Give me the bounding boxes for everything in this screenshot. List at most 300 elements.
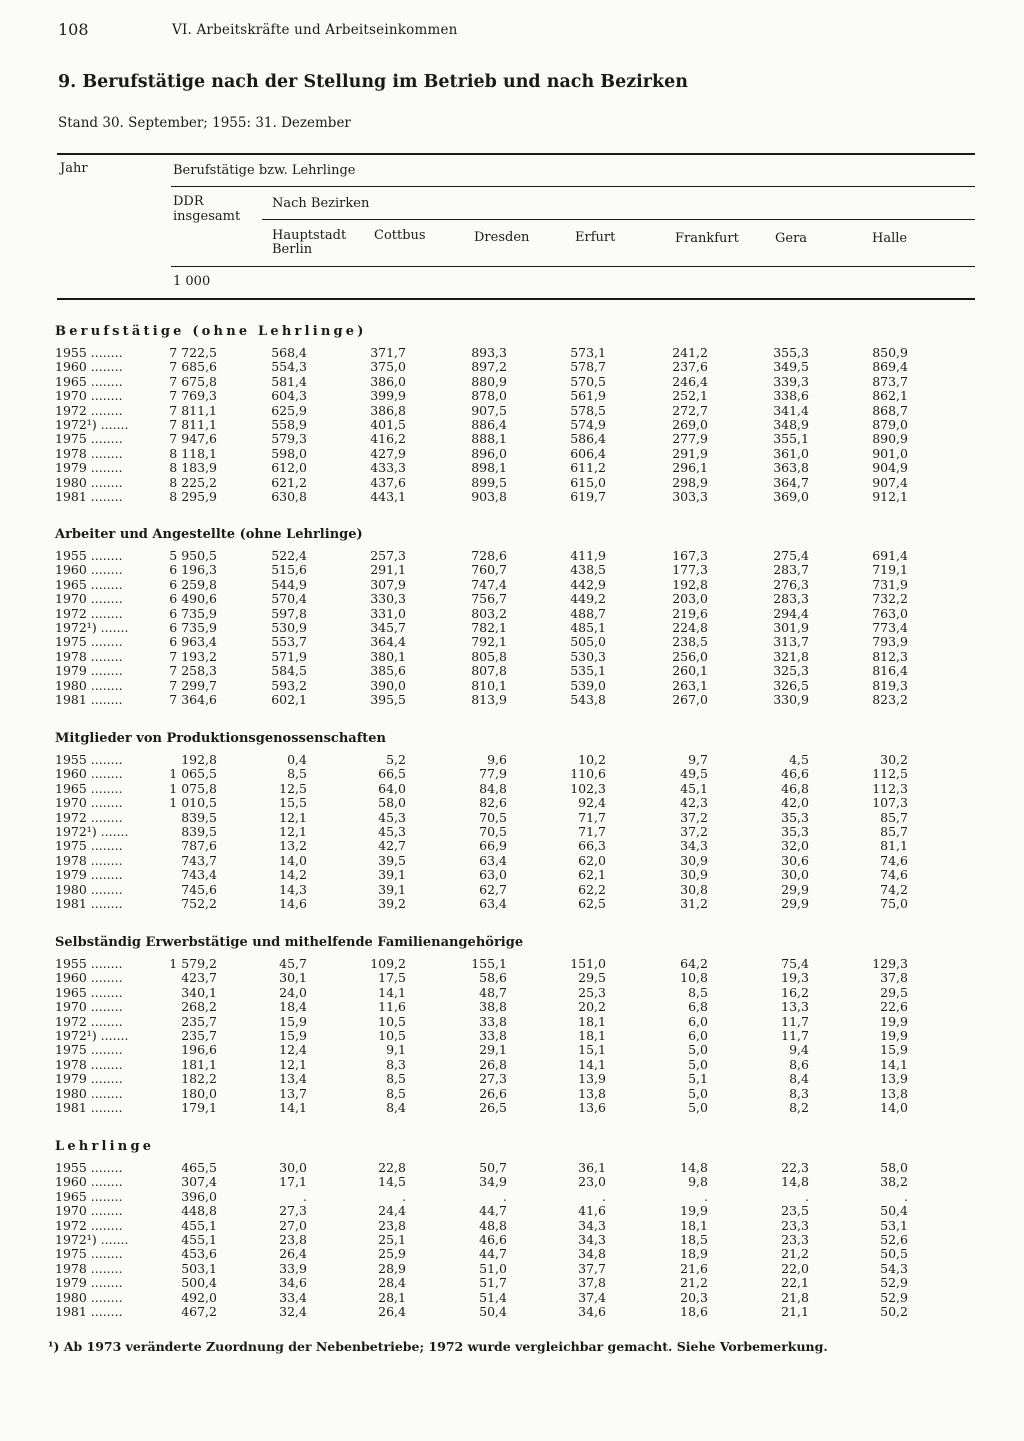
- table-cell: 192,8: [672, 576, 708, 592]
- table-cell: 260,1: [672, 663, 708, 679]
- row-year: 1972 ........: [55, 1218, 123, 1233]
- table-cell: 743,7: [181, 852, 217, 868]
- row-year: 1955 ........: [55, 753, 123, 767]
- table-cell: 26,4: [378, 1304, 406, 1319]
- table-cell: 401,5: [370, 417, 406, 432]
- table-cell: 50,7: [479, 1160, 507, 1175]
- header-ddr-insgesamt: insgesamt: [173, 209, 241, 224]
- header-jahr: Jahr: [60, 161, 88, 176]
- table-cell: 8,4: [386, 1100, 406, 1115]
- table-cell: 13,9: [578, 1071, 606, 1087]
- table-cell: 44,7: [479, 1203, 507, 1219]
- table-cell: 39,1: [378, 881, 406, 897]
- table-cell: 42,0: [781, 795, 809, 811]
- table-cell: 219,6: [672, 605, 708, 621]
- table-cell: 5,0: [688, 1085, 708, 1101]
- table-cell: 34,6: [578, 1304, 606, 1319]
- table-cell: 81,1: [880, 838, 908, 854]
- table-cell: 568,4: [271, 345, 307, 360]
- table-cell: 42,7: [378, 838, 406, 854]
- table-cell: 238,5: [672, 634, 708, 650]
- table-cell: 37,7: [578, 1260, 606, 1276]
- table-cell: 14,8: [680, 1160, 708, 1175]
- table-cell: 63,4: [479, 896, 507, 911]
- table-cell: 29,5: [578, 970, 606, 986]
- row-year: 1979 ........: [55, 461, 123, 476]
- table-cell: 6 963,4: [169, 634, 217, 650]
- table-cell: 361,0: [773, 445, 809, 461]
- col-header-berlin-2: Berlin: [272, 242, 313, 257]
- table-cell: 578,5: [570, 402, 606, 418]
- table-cell: 179,1: [181, 1100, 217, 1115]
- table-row: [0, 1029, 1024, 1043]
- table-cell: 8,4: [789, 1071, 809, 1087]
- row-year: 1979 ........: [55, 664, 123, 679]
- table-cell: 574,9: [570, 417, 606, 432]
- table-cell: 6 259,8: [169, 576, 217, 592]
- table-cell: 34,3: [578, 1217, 606, 1233]
- table-cell: 70,5: [479, 809, 507, 825]
- table-title: 9. Berufstätige nach der Stellung im Betrieb und nach Bezirken: [58, 72, 688, 92]
- table-cell: 1 579,2: [169, 956, 217, 971]
- table-cell: 224,8: [672, 620, 708, 635]
- table-cell: 53,1: [880, 1217, 908, 1233]
- table-cell: 6 735,9: [169, 605, 217, 621]
- row-year: 1955 ........: [55, 549, 123, 563]
- row-year: 1975 ........: [55, 635, 123, 650]
- table-cell: 488,7: [570, 605, 606, 621]
- table-cell: 18,1: [578, 1028, 606, 1043]
- table-cell: 49,5: [680, 766, 708, 782]
- table-cell: 7 811,1: [169, 417, 217, 432]
- table-cell: 107,3: [872, 795, 908, 811]
- table-cell: 522,4: [271, 548, 307, 563]
- table-cell: 813,9: [471, 692, 507, 707]
- row-year: 1960 ........: [55, 563, 123, 578]
- table-cell: 8,5: [386, 1085, 406, 1101]
- table-cell: 19,9: [880, 1013, 908, 1029]
- table-cell: 465,5: [181, 1160, 217, 1175]
- table-cell: 467,2: [181, 1304, 217, 1319]
- table-cell: 24,4: [378, 1203, 406, 1219]
- table-cell: 321,8: [773, 648, 809, 664]
- table-cell: 907,4: [872, 474, 908, 490]
- table-cell: 71,7: [578, 809, 606, 825]
- table-cell: 13,8: [578, 1085, 606, 1101]
- table-cell: 48,7: [479, 984, 507, 1000]
- table-cell: 112,5: [872, 766, 908, 782]
- table-row: [0, 1175, 1024, 1189]
- table-row: [0, 897, 1024, 911]
- table-cell: 437,6: [370, 474, 406, 490]
- table-cell: 6 490,6: [169, 591, 217, 607]
- table-cell: 364,4: [370, 634, 406, 650]
- table-cell: 803,2: [471, 605, 507, 621]
- table-cell: 433,3: [370, 460, 406, 476]
- row-year: 1972¹) .......: [55, 418, 129, 432]
- row-year: 1965 ........: [55, 985, 123, 1000]
- table-cell: 241,2: [672, 345, 708, 360]
- table-cell: 296,1: [672, 460, 708, 476]
- table-cell: 7 947,6: [169, 431, 217, 447]
- table-cell: 30,2: [880, 752, 908, 767]
- row-year: 1980 ........: [55, 882, 123, 897]
- table-cell: 554,3: [271, 359, 307, 375]
- table-cell: 23,0: [578, 1174, 606, 1190]
- table-cell: 15,9: [279, 1013, 307, 1029]
- table-cell: 606,4: [570, 445, 606, 461]
- table-cell: 8,3: [789, 1085, 809, 1101]
- table-row: [0, 957, 1024, 971]
- table-cell: 29,5: [880, 984, 908, 1000]
- table-cell: 50,5: [880, 1246, 908, 1262]
- table-cell: 558,9: [271, 417, 307, 432]
- table-cell: 18,9: [680, 1246, 708, 1262]
- row-year: 1975 ........: [55, 432, 123, 447]
- table-cell: 45,1: [680, 780, 708, 796]
- table-cell: 252,1: [672, 388, 708, 404]
- row-year: 1980 ........: [55, 475, 123, 490]
- table-cell: 58,0: [378, 795, 406, 811]
- table-cell: 8,5: [386, 1071, 406, 1087]
- table-cell: 13,6: [578, 1100, 606, 1115]
- table-cell: 291,9: [672, 445, 708, 461]
- table-cell: 341,4: [773, 402, 809, 418]
- table-cell: 307,4: [181, 1174, 217, 1190]
- table-cell: 612,0: [271, 460, 307, 476]
- table-cell: 177,3: [672, 562, 708, 578]
- table-cell: 62,5: [578, 896, 606, 911]
- table-row: [0, 549, 1024, 563]
- table-cell: 339,3: [773, 373, 809, 389]
- table-cell: 24,0: [279, 984, 307, 1000]
- col-header-erfurt: Erfurt: [575, 230, 616, 245]
- table-cell: 30,9: [680, 852, 708, 868]
- table-cell: 28,4: [378, 1275, 406, 1291]
- table-row: [0, 753, 1024, 767]
- row-year: 1981 ........: [55, 1101, 123, 1115]
- table-cell: 283,7: [773, 562, 809, 578]
- table-cell: 62,2: [578, 881, 606, 897]
- header-unit: 1 000: [173, 274, 211, 289]
- table-cell: 14,5: [378, 1174, 406, 1190]
- table-cell: 235,7: [181, 1028, 217, 1043]
- table-cell: 14,3: [279, 881, 307, 897]
- table-cell: 18,1: [680, 1217, 708, 1233]
- table-cell: 8,3: [386, 1056, 406, 1072]
- table-cell: 182,2: [181, 1071, 217, 1087]
- table-cell: 8 295,9: [169, 489, 217, 504]
- table-cell: 839,5: [181, 809, 217, 825]
- table-cell: 348,9: [773, 417, 809, 432]
- table-row: [0, 418, 1024, 432]
- row-year: 1980 ........: [55, 678, 123, 693]
- table-row: [0, 664, 1024, 678]
- table-cell: 8,5: [688, 984, 708, 1000]
- section-title: Mitglieder von Produktionsgenossenschaften: [55, 731, 387, 746]
- table-cell: 21,6: [680, 1260, 708, 1276]
- table-cell: 345,7: [370, 620, 406, 635]
- table-cell: 75,0: [880, 896, 908, 911]
- table-cell: 51,4: [479, 1289, 507, 1305]
- table-cell: 33,8: [479, 1013, 507, 1029]
- table-row: [0, 447, 1024, 461]
- table-cell: 530,9: [271, 620, 307, 635]
- table-cell: 597,8: [271, 605, 307, 621]
- row-year: 1965 ........: [55, 1189, 123, 1204]
- table-cell: 14,1: [279, 1100, 307, 1115]
- table-row: [0, 1000, 1024, 1014]
- section-title: Selbständig Erwerbstätige und mithelfende Familienangehörige: [55, 935, 524, 950]
- table-cell: 25,3: [578, 984, 606, 1000]
- table-cell: 14,8: [781, 1174, 809, 1190]
- table-cell: 485,1: [570, 620, 606, 635]
- table-cell: 20,2: [578, 999, 606, 1015]
- table-cell: 810,1: [471, 677, 507, 693]
- table-cell: 13,8: [880, 1085, 908, 1101]
- table-cell: 363,8: [773, 460, 809, 476]
- table-cell: 364,7: [773, 474, 809, 490]
- table-cell: 782,1: [471, 620, 507, 635]
- table-cell: 16,2: [781, 984, 809, 1000]
- table-cell: 307,9: [370, 576, 406, 592]
- table-cell: 543,8: [570, 692, 606, 707]
- table-cell: 75,4: [781, 956, 809, 971]
- table-row: [0, 854, 1024, 868]
- table-cell: 18,4: [279, 999, 307, 1015]
- table-cell: 237,6: [672, 359, 708, 375]
- table-cell: 340,1: [181, 984, 217, 1000]
- table-cell: 272,7: [672, 402, 708, 418]
- row-year: 1972¹) .......: [55, 1233, 129, 1247]
- table-cell: 21,2: [781, 1246, 809, 1262]
- table-cell: 23,5: [781, 1203, 809, 1219]
- table-cell: 747,4: [471, 576, 507, 592]
- table-cell: 63,0: [479, 867, 507, 883]
- row-year: 1978 ........: [55, 446, 123, 461]
- table-row: [0, 971, 1024, 985]
- table-cell: 561,9: [570, 388, 606, 404]
- table-cell: 888,1: [471, 431, 507, 447]
- table-cell: 912,1: [872, 489, 908, 504]
- table-cell: 787,6: [181, 838, 217, 854]
- table-cell: 181,1: [181, 1056, 217, 1072]
- table-cell: 22,6: [880, 999, 908, 1015]
- header-ddr: DDR: [173, 194, 204, 209]
- table-cell: 13,9: [880, 1071, 908, 1087]
- table-cell: 267,0: [672, 692, 708, 707]
- table-cell: 12,4: [279, 1042, 307, 1058]
- table-cell: 890,9: [872, 431, 908, 447]
- table-cell: 74,6: [880, 852, 908, 868]
- table-cell: 7 258,3: [169, 663, 217, 679]
- table-cell: 399,9: [370, 388, 406, 404]
- row-year: 1972 ........: [55, 810, 123, 825]
- table-cell: 34,3: [680, 838, 708, 854]
- table-cell: 455,1: [181, 1217, 217, 1233]
- table-cell: 411,9: [570, 548, 606, 563]
- table-cell: 5,0: [688, 1042, 708, 1058]
- table-row: [0, 986, 1024, 1000]
- header-rule-2: [262, 219, 975, 220]
- footnote: ¹) Ab 1973 veränderte Zuordnung der Nebenbetriebe; 1972 wurde vergleichbar gemacht. Siehe Vorbemerkung.: [48, 1339, 828, 1354]
- table-cell: 20,3: [680, 1289, 708, 1305]
- table-cell: 268,2: [181, 999, 217, 1015]
- table-cell: 5,0: [688, 1100, 708, 1115]
- table-cell: 77,9: [479, 766, 507, 782]
- table-cell: 5,2: [386, 752, 406, 767]
- row-year: 1972¹) .......: [55, 1029, 129, 1043]
- table-row: [0, 1204, 1024, 1218]
- row-year: 1972¹) .......: [55, 825, 129, 839]
- table-cell: 45,7: [279, 956, 307, 971]
- table-cell: 897,2: [471, 359, 507, 375]
- table-cell: 18,1: [578, 1013, 606, 1029]
- table-cell: .: [904, 1188, 908, 1204]
- table-cell: 32,4: [279, 1304, 307, 1319]
- table-row: [0, 432, 1024, 446]
- row-year: 1978 ........: [55, 1261, 123, 1276]
- table-cell: 109,2: [370, 956, 406, 971]
- table-cell: 21,2: [680, 1275, 708, 1291]
- row-year: 1965 ........: [55, 577, 123, 592]
- table-cell: 904,9: [872, 460, 908, 476]
- table-row: [0, 1161, 1024, 1175]
- table-cell: 27,0: [279, 1217, 307, 1233]
- table-row: [0, 1190, 1024, 1204]
- table-cell: 37,2: [680, 824, 708, 839]
- table-cell: 898,1: [471, 460, 507, 476]
- running-head: VI. Arbeitskräfte und Arbeitseinkommen: [172, 22, 458, 38]
- table-cell: 438,5: [570, 562, 606, 578]
- table-cell: 6 735,9: [169, 620, 217, 635]
- table-cell: 12,5: [279, 780, 307, 796]
- table-row: [0, 607, 1024, 621]
- row-year: 1979 ........: [55, 868, 123, 883]
- table-cell: 355,1: [773, 431, 809, 447]
- table-row: [0, 375, 1024, 389]
- table-cell: 792,1: [471, 634, 507, 650]
- table-cell: 129,3: [872, 956, 908, 971]
- table-cell: 45,3: [378, 824, 406, 839]
- table-cell: 64,0: [378, 780, 406, 796]
- row-year: 1979 ........: [55, 1276, 123, 1291]
- table-cell: 28,1: [378, 1289, 406, 1305]
- table-cell: 51,0: [479, 1260, 507, 1276]
- table-cell: 13,4: [279, 1071, 307, 1087]
- table-cell: 41,6: [578, 1203, 606, 1219]
- table-cell: 42,3: [680, 795, 708, 811]
- table-cell: 102,3: [570, 780, 606, 796]
- table-cell: 15,1: [578, 1042, 606, 1058]
- table-cell: 349,5: [773, 359, 809, 375]
- table-cell: 29,9: [781, 896, 809, 911]
- table-cell: 18,5: [680, 1232, 708, 1247]
- col-header-dresden: Dresden: [474, 230, 530, 245]
- table-cell: 7 193,2: [169, 648, 217, 664]
- table-cell: 66,9: [479, 838, 507, 854]
- table-cell: 505,0: [570, 634, 606, 650]
- table-cell: 427,9: [370, 445, 406, 461]
- table-cell: 21,1: [781, 1304, 809, 1319]
- table-cell: 893,3: [471, 345, 507, 360]
- table-cell: 25,1: [378, 1232, 406, 1247]
- table-cell: 30,9: [680, 867, 708, 883]
- table-cell: 515,6: [271, 562, 307, 578]
- row-year: 1970 ........: [55, 1204, 123, 1219]
- table-cell: 66,3: [578, 838, 606, 854]
- table-cell: 28,9: [378, 1260, 406, 1276]
- row-year: 1970 ........: [55, 592, 123, 607]
- table-cell: 1 065,5: [169, 766, 217, 782]
- table-cell: .: [602, 1188, 606, 1204]
- table-cell: 33,4: [279, 1289, 307, 1305]
- table-cell: .: [303, 1188, 307, 1204]
- table-cell: 812,3: [872, 648, 908, 664]
- row-year: 1972 ........: [55, 403, 123, 418]
- table-cell: 598,0: [271, 445, 307, 461]
- table-cell: 82,6: [479, 795, 507, 811]
- table-cell: 71,7: [578, 824, 606, 839]
- table-cell: .: [503, 1188, 507, 1204]
- table-cell: 10,5: [378, 1013, 406, 1029]
- table-cell: 26,8: [479, 1056, 507, 1072]
- table-cell: 330,3: [370, 591, 406, 607]
- table-cell: 14,2: [279, 867, 307, 883]
- table-cell: 602,1: [271, 692, 307, 707]
- table-cell: 752,2: [181, 896, 217, 911]
- table-cell: 386,8: [370, 402, 406, 418]
- table-row: [0, 883, 1024, 897]
- table-cell: 277,9: [672, 431, 708, 447]
- table-cell: 756,7: [471, 591, 507, 607]
- table-cell: 544,9: [271, 576, 307, 592]
- table-row: [0, 476, 1024, 490]
- table-cell: 27,3: [279, 1203, 307, 1219]
- table-cell: 530,3: [570, 648, 606, 664]
- table-cell: 63,4: [479, 852, 507, 868]
- table-row: [0, 592, 1024, 606]
- table-cell: 448,8: [181, 1203, 217, 1219]
- table-cell: 9,6: [487, 752, 507, 767]
- table-cell: 449,2: [570, 591, 606, 607]
- table-cell: 203,0: [672, 591, 708, 607]
- table-cell: 571,9: [271, 648, 307, 664]
- table-row: [0, 490, 1024, 504]
- table-cell: 52,9: [880, 1275, 908, 1291]
- table-row: [0, 1247, 1024, 1261]
- table-cell: 5,1: [688, 1071, 708, 1087]
- table-cell: 84,8: [479, 780, 507, 796]
- table-cell: 256,0: [672, 648, 708, 664]
- table-cell: 805,8: [471, 648, 507, 664]
- table-cell: 7 769,3: [169, 388, 217, 404]
- table-cell: 26,4: [279, 1246, 307, 1262]
- table-cell: 26,5: [479, 1100, 507, 1115]
- table-cell: 27,3: [479, 1071, 507, 1087]
- table-row: [0, 796, 1024, 810]
- table-cell: 355,3: [773, 345, 809, 360]
- col-header-cottbus: Cottbus: [374, 228, 426, 243]
- table-cell: 570,4: [271, 591, 307, 607]
- table-cell: 503,1: [181, 1260, 217, 1276]
- table-cell: 54,3: [880, 1260, 908, 1276]
- table-cell: 732,2: [872, 591, 908, 607]
- table-cell: 10,5: [378, 1028, 406, 1043]
- table-cell: 823,2: [872, 692, 908, 707]
- table-cell: 816,4: [872, 663, 908, 679]
- header-rule-3: [171, 266, 975, 267]
